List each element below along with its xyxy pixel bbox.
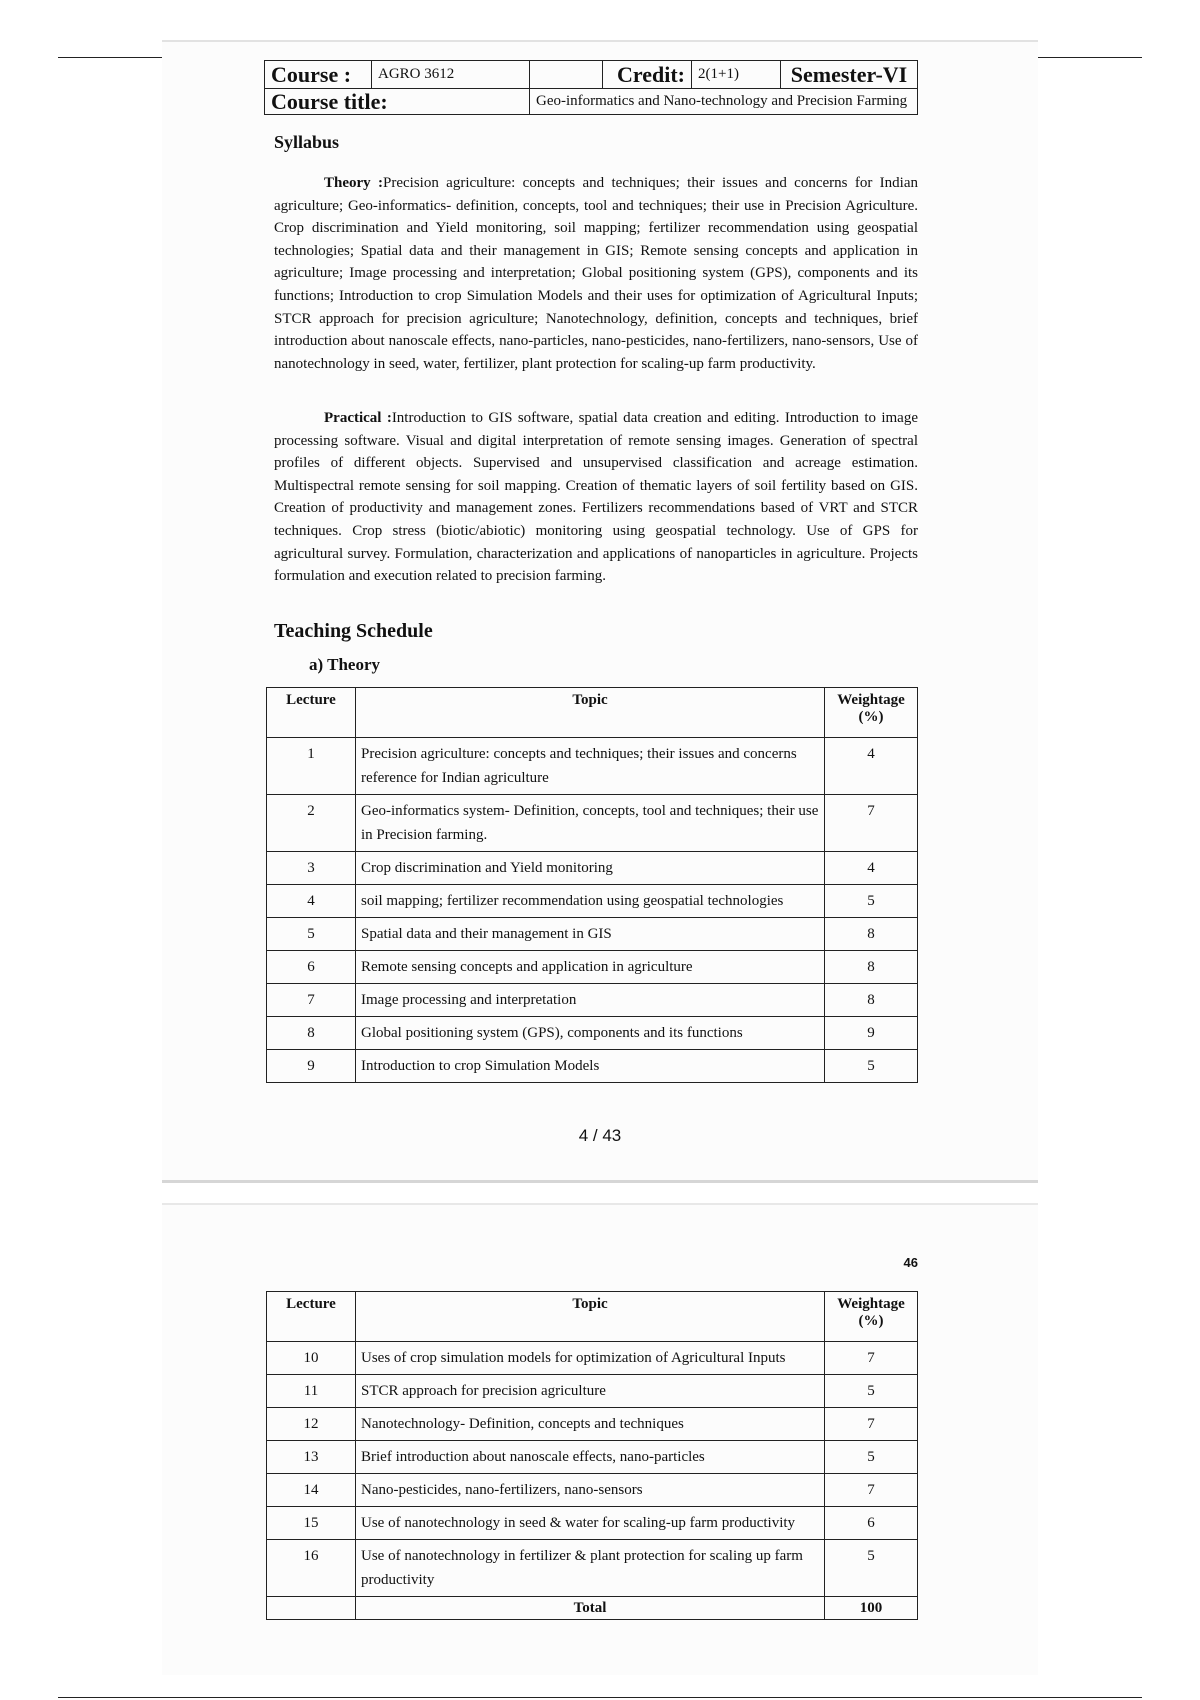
syllabus-heading: Syllabus	[274, 132, 340, 152]
table-row	[267, 1375, 918, 1408]
weightage-value: 8	[825, 951, 918, 984]
lecture-number: 8	[267, 1017, 356, 1050]
weightage-value: 7	[825, 1474, 918, 1507]
table1-body	[267, 738, 918, 1083]
topic-cell: soil mapping; fertilizer recommendation using geospatial technologies	[356, 885, 825, 918]
top-left-rule	[58, 57, 162, 58]
lecture-number: 16	[267, 1540, 356, 1597]
lecture-number: 11	[267, 1375, 356, 1408]
table-row	[267, 1441, 918, 1474]
lecture-number: 5	[267, 918, 356, 951]
table-row	[267, 885, 918, 918]
table-row	[267, 852, 918, 885]
col-header-lecture: Lecture	[267, 1292, 356, 1342]
printed-page-number: 46	[903, 1255, 918, 1270]
topic-cell: Introduction to crop Simulation Models	[356, 1050, 825, 1083]
weightage-value: 4	[825, 852, 918, 885]
topic-cell: STCR approach for precision agriculture	[356, 1375, 825, 1408]
lecture-number: 9	[267, 1050, 356, 1083]
topic-cell: Geo-informatics system- Definition, concepts, tool and techniques; their use in Precision farming.	[356, 795, 825, 852]
credit-value: 2(1+1)	[692, 61, 781, 89]
topic-cell: Nanotechnology- Definition, concepts and techniques	[356, 1408, 825, 1441]
table-row	[267, 1342, 918, 1375]
weightage-value: 8	[825, 984, 918, 1017]
topic-cell: Crop discrimination and Yield monitoring	[356, 852, 825, 885]
weightage-value: 5	[825, 1375, 918, 1408]
table-row	[267, 1017, 918, 1050]
weightage-value: 5	[825, 1441, 918, 1474]
credit-label: Credit:	[603, 61, 692, 89]
lecture-number	[267, 1597, 356, 1620]
theory-schedule-table-part-1	[266, 687, 918, 1083]
weightage-value: 4	[825, 738, 918, 795]
col-header-weightage: Weightage (%)	[825, 688, 918, 738]
table-row	[267, 738, 918, 795]
theory-schedule-table-part-2	[266, 1291, 918, 1620]
topic-cell: Precision agriculture: concepts and techniques; their issues and concerns reference for Indian agriculture	[356, 738, 825, 795]
table-row	[267, 1507, 918, 1540]
lecture-number: 6	[267, 951, 356, 984]
practical-text: Introduction to GIS software, spatial data creation and editing. Introduction to image processing software. Visual and digital interpretation of remote sensing images. Generation of spectral profiles of different objects. Supervised and unsupervised classification and acreage estimation. Multispectral remote sensing for soil mapping. Creation of thematic layers of soil fertility based on GIS. Creation of productivity and management zones. Fertilizers recommendations based of VRT and STCR techniques. Crop stress (biotic/abiotic) monitoring using geospatial technology. Use of GPS for agricultural survey. Formulation, characterization and applications of nanoparticles in agriculture. Projects formulation and execution related to precision farming.	[274, 410, 918, 585]
topic-cell: Uses of crop simulation models for optimization of Agricultural Inputs	[356, 1342, 825, 1375]
table-row	[267, 1474, 918, 1507]
topic-cell: Total	[356, 1597, 825, 1620]
lecture-number: 7	[267, 984, 356, 1017]
weightage-value: 8	[825, 918, 918, 951]
weightage-value: 5	[825, 1050, 918, 1083]
topic-cell: Brief introduction about nanoscale effects, nano-particles	[356, 1441, 825, 1474]
weightage-value: 6	[825, 1507, 918, 1540]
theory-paragraph	[274, 172, 918, 375]
topic-cell: Use of nanotechnology in seed & water for scaling-up farm productivity	[356, 1507, 825, 1540]
table-row	[267, 951, 918, 984]
weightage-value: 9	[825, 1017, 918, 1050]
table-row	[267, 984, 918, 1017]
course-header-table	[264, 60, 918, 115]
weightage-value: 5	[825, 885, 918, 918]
course-code: AGRO 3612	[372, 61, 530, 89]
topic-cell: Remote sensing concepts and application in agriculture	[356, 951, 825, 984]
weightage-value: 7	[825, 795, 918, 852]
table2-body	[267, 1342, 918, 1620]
topic-cell: Nano-pesticides, nano-fertilizers, nano-sensors	[356, 1474, 825, 1507]
lecture-number: 4	[267, 885, 356, 918]
table-row	[267, 1408, 918, 1441]
teaching-schedule-heading: Teaching Schedule	[274, 620, 433, 642]
weightage-value: 5	[825, 1540, 918, 1597]
table-row	[267, 1050, 918, 1083]
topic-cell: Image processing and interpretation	[356, 984, 825, 1017]
practical-paragraph	[274, 407, 918, 588]
top-right-rule	[1038, 57, 1142, 58]
theory-label: Theory :	[324, 175, 384, 191]
theory-subheading: a) Theory	[309, 655, 380, 674]
practical-label: Practical :	[324, 410, 392, 426]
bottom-rule	[58, 1697, 1142, 1698]
col-header-weightage: Weightage (%)	[825, 1292, 918, 1342]
page-indicator: 4 / 43	[578, 1126, 622, 1145]
topic-cell: Use of nanotechnology in fertilizer & plant protection for scaling up farm productivity	[356, 1540, 825, 1597]
topic-cell: Spatial data and their management in GIS	[356, 918, 825, 951]
topic-cell: Global positioning system (GPS), components and its functions	[356, 1017, 825, 1050]
lecture-number: 3	[267, 852, 356, 885]
course-title-label: Course title:	[265, 89, 530, 115]
lecture-number: 12	[267, 1408, 356, 1441]
col-header-topic: Topic	[356, 688, 825, 738]
col-header-lecture: Lecture	[267, 688, 356, 738]
lecture-number: 1	[267, 738, 356, 795]
lecture-number: 14	[267, 1474, 356, 1507]
table-row	[267, 918, 918, 951]
col-header-topic: Topic	[356, 1292, 825, 1342]
table-row	[267, 795, 918, 852]
semester-label: Semester-VI	[781, 61, 918, 89]
theory-text: Precision agriculture: concepts and techniques; their issues and concerns for Indian agriculture; Geo-informatics- definition, concepts, tool and techniques; their use in Precision Agriculture. Crop discrimination and Yield monitoring, soil mapping; fertilizer recommendation using geospatial technologies; Spatial data and their management in GIS; Remote sensing concepts and application in agriculture; Image processing and interpretation; Global positioning system (GPS), components and its functions; Introduction to crop Simulation Models and their uses for optimization of Agricultural Inputs; STCR approach for precision agriculture; Nanotechnology, definition, concepts and techniques, brief introduction about nanoscale effects, nano-particles, nano-pesticides, nano-fertilizers, nano-sensors, Use of nanotechnology in seed, water, fertilizer, plant protection for scaling-up farm productivity.	[274, 175, 918, 372]
lecture-number: 15	[267, 1507, 356, 1540]
weightage-value: 7	[825, 1408, 918, 1441]
course-title-value: Geo-informatics and Nano-technology and Precision Farming	[530, 89, 918, 115]
total-row	[267, 1597, 918, 1620]
weightage-value: 7	[825, 1342, 918, 1375]
lecture-number: 2	[267, 795, 356, 852]
empty-cell	[530, 61, 603, 89]
table-row	[267, 1540, 918, 1597]
weightage-value: 100	[825, 1597, 918, 1620]
lecture-number: 10	[267, 1342, 356, 1375]
course-label: Course :	[265, 61, 372, 89]
lecture-number: 13	[267, 1441, 356, 1474]
